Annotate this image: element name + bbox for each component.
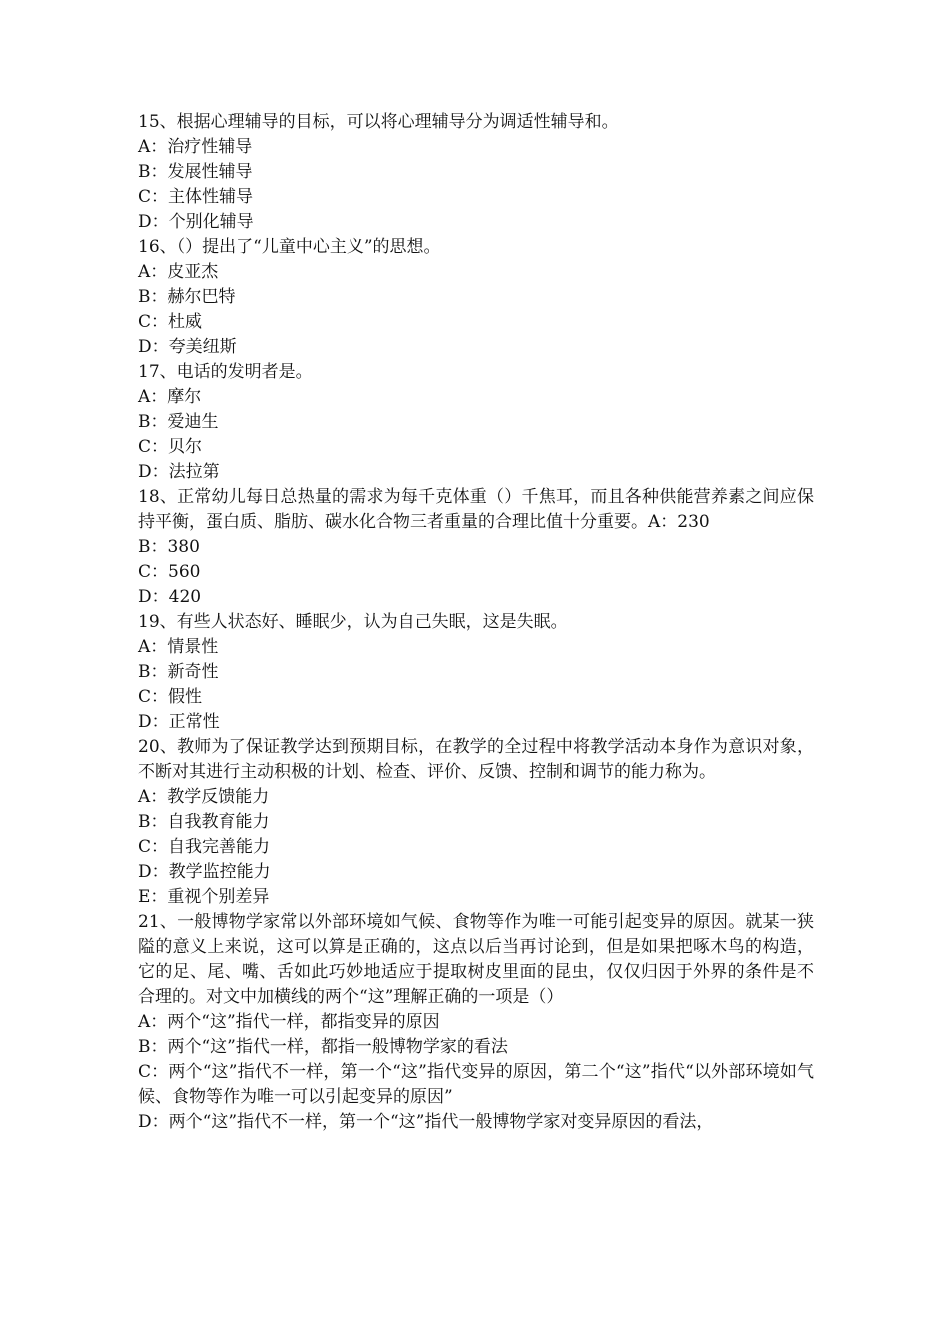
answer-option: D：正常性 bbox=[138, 712, 220, 732]
question-stem: 15、根据心理辅导的目标，可以将心理辅导分为调适性辅导和。 bbox=[138, 112, 619, 132]
answer-option: C：两个“这”指代不一样，第一个“这”指代变异的原因，第二个“这”指代“以外部环境如气候、食物等作为唯一可以引起变异的原因” bbox=[138, 1062, 814, 1107]
question-15 bbox=[138, 110, 814, 235]
question-20 bbox=[138, 735, 814, 910]
answer-option: B：两个“这”指代一样，都指一般博物学家的看法 bbox=[138, 1037, 508, 1057]
question-stem: 21、一般博物学家常以外部环境如气候、食物等作为唯一可能引起变异的原因。就某一狭隘的意义上来说，这可以算是正确的，这点以后当再讨论到，但是如果把啄木鸟的构造，它的足、尾、嘴、舌如此巧妙地适应于提取树皮里面的昆虫，仅仅归因于外界的条件是不合理的。对文中加横线的两个“这”理解正确的一项是（） bbox=[138, 912, 814, 1007]
answer-option: C：560 bbox=[138, 562, 201, 582]
answer-option: D：夸美纽斯 bbox=[138, 337, 237, 357]
question-17 bbox=[138, 360, 814, 485]
answer-option: B：新奇性 bbox=[138, 662, 219, 682]
answer-option: C：主体性辅导 bbox=[138, 187, 254, 207]
answer-option: C：自我完善能力 bbox=[138, 837, 271, 857]
question-18 bbox=[138, 485, 814, 610]
answer-option: D：法拉第 bbox=[138, 462, 220, 482]
answer-option: B：爱迪生 bbox=[138, 412, 219, 432]
exam-page bbox=[138, 110, 814, 1135]
answer-option: B：380 bbox=[138, 537, 200, 557]
answer-option: E：重视个别差异 bbox=[138, 887, 270, 907]
answer-option: D：个别化辅导 bbox=[138, 212, 254, 232]
answer-option: A：治疗性辅导 bbox=[138, 137, 253, 157]
answer-option: C：贝尔 bbox=[138, 437, 203, 457]
question-16 bbox=[138, 235, 814, 360]
answer-option: C：假性 bbox=[138, 687, 203, 707]
answer-option: B：发展性辅导 bbox=[138, 162, 253, 182]
answer-option: A：两个“这”指代一样，都指变异的原因 bbox=[138, 1012, 440, 1032]
answer-option: A：摩尔 bbox=[138, 387, 202, 407]
answer-option: A：皮亚杰 bbox=[138, 262, 219, 282]
question-21 bbox=[138, 910, 814, 1135]
answer-option: B：自我教育能力 bbox=[138, 812, 270, 832]
answer-option: A：情景性 bbox=[138, 637, 219, 657]
answer-option: D：教学监控能力 bbox=[138, 862, 271, 882]
answer-option: C：杜威 bbox=[138, 312, 203, 332]
question-stem: 20、教师为了保证教学达到预期目标，在教学的全过程中将教学活动本身作为意识对象，不断对其进行主动积极的计划、检查、评价、反馈、控制和调节的能力称为。 bbox=[138, 737, 814, 782]
answer-option: D：420 bbox=[138, 587, 202, 607]
question-stem: 16、（）提出了“儿童中心主义”的思想。 bbox=[138, 237, 441, 257]
question-stem: 18、正常幼儿每日总热量的需求为每千克体重（）千焦耳，而且各种供能营养素之间应保持平衡，蛋白质、脂肪、碳水化合物三者重量的合理比值十分重要。A：230 bbox=[138, 487, 814, 532]
question-stem: 17、电话的发明者是。 bbox=[138, 362, 313, 382]
question-stem: 19、有些人状态好、睡眠少，认为自己失眠，这是失眠。 bbox=[138, 612, 568, 632]
answer-option: A：教学反馈能力 bbox=[138, 787, 270, 807]
answer-option: B：赫尔巴特 bbox=[138, 287, 236, 307]
question-19 bbox=[138, 610, 814, 735]
answer-option: D：两个“这”指代不一样，第一个“这”指代一般博物学家对变异原因的看法， bbox=[138, 1112, 714, 1132]
